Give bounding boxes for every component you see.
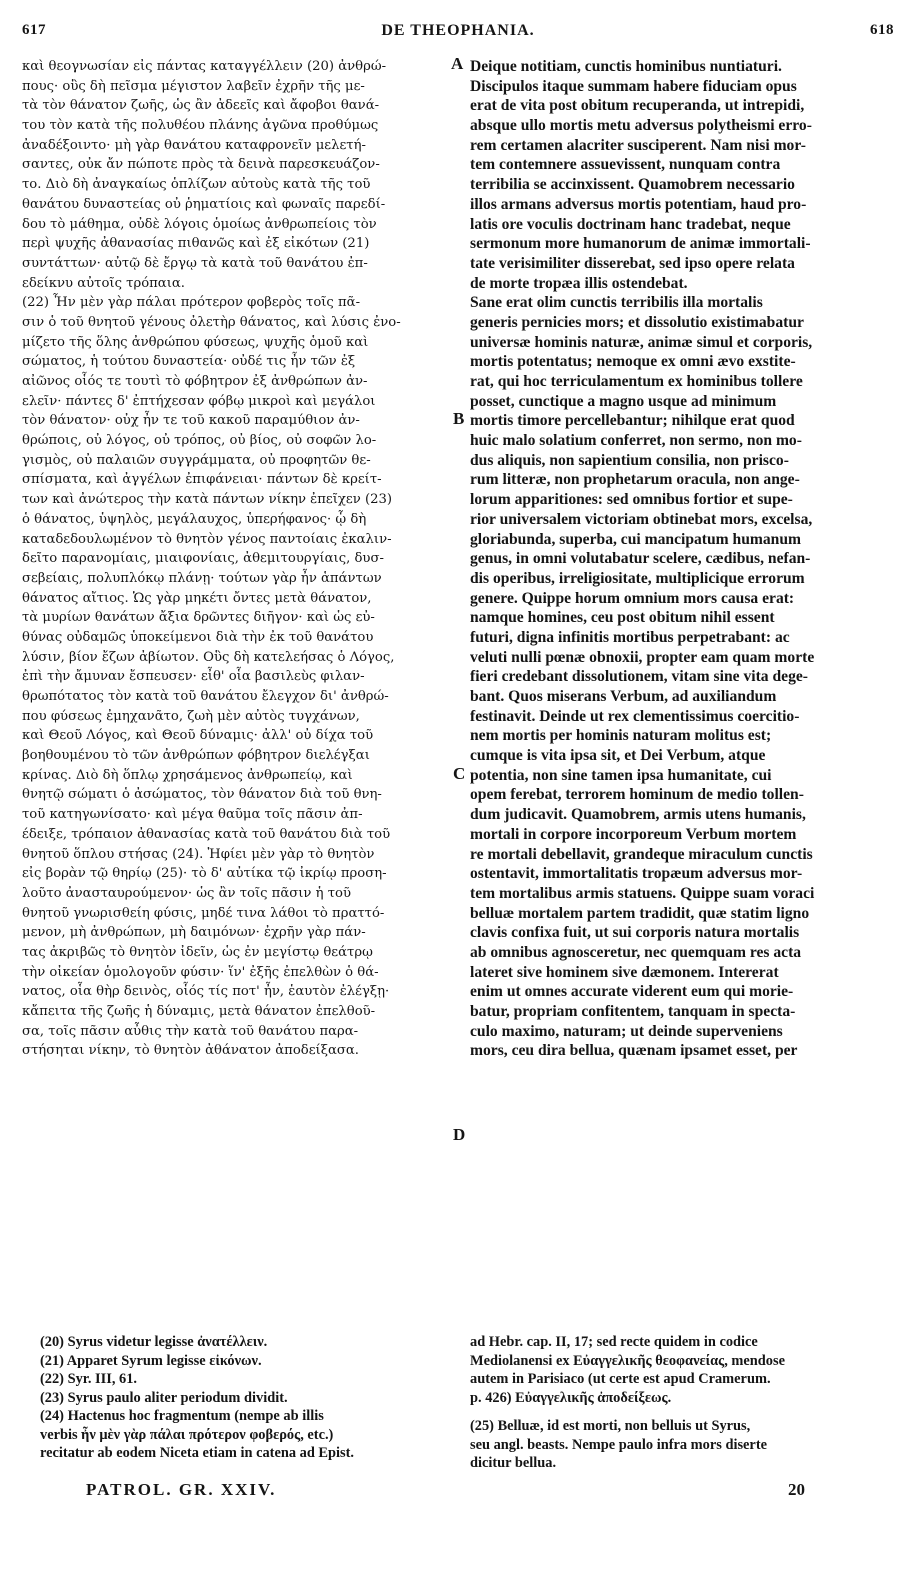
latin-text-line: tate verisimiliter disserebat, sed ipso opere relata — [470, 254, 795, 272]
latin-text-line: belluæ mortalem partem tradidit, quæ statim ligno — [470, 904, 810, 922]
greek-text-line: θνητοῦ ὅπλου στήσας (24). Ἠφίει μὲν γὰρ τὸ θνητὸν — [22, 846, 375, 862]
footnote-line: (24) Hactenus hoc fragmentum (nempe ab illis — [40, 1408, 324, 1424]
latin-text-line: tem mortalibus armis statuens. Quippe suam voraci — [470, 884, 815, 902]
latin-text-line: veluti nulli pœnæ obnoxii, propter eam quam morte — [470, 648, 815, 666]
latin-text-line: genus, in omni volutabatur scelere, cædibus, nefan- — [470, 550, 811, 568]
latin-text-line: Sane erat olim cunctis terribilis illa mortalis — [470, 294, 763, 312]
latin-text-column — [470, 57, 890, 1061]
latin-text-line: mortali in corpore incorporeum Verbum mortem — [470, 825, 797, 843]
greek-text-line: σα, τοῖς πᾶσιν αὖθις τὴν κατὰ τοῦ θανάτου παρα- — [22, 1023, 359, 1039]
greek-text-line: γισμὸς, οὐ παλαιῶν συγγράμματα, οὐ προφητῶν θε- — [22, 452, 371, 468]
latin-text-line: absque ullo mortis metu adversus polytheismi erro- — [470, 117, 812, 135]
latin-text-line: huic malo solatium conferret, non sermo, non mo- — [470, 432, 802, 450]
latin-text-line: mortis potentatus; nemoque ex omni ævo exstite- — [470, 353, 796, 371]
latin-text-line: terribilia se accinxissent. Quamobrem necessario — [470, 176, 795, 194]
latin-text-line: erat de vita post obitum recuperanda, ut intrepidi, — [470, 97, 805, 115]
greek-text-line: τας ἀκριβῶς τὸ θνητὸν ἰδεῖν, ὡς ἐν μεγίστῳ θεάτρῳ — [22, 944, 373, 960]
footnotes-left — [40, 1333, 450, 1463]
footnote-line: p. 426) Εὐαγγελικῆς ἀποδείξεως. — [470, 1389, 672, 1406]
latin-text-line: mortis timore percellebantur; nihilque erat quod — [470, 412, 795, 430]
greek-text-line: θύνας οὐδαμῶς ὑποκείμενοι διὰ τὴν ἐκ τοῦ θανάτου — [22, 629, 374, 645]
footer-signature: PATROL. GR. XXIV. — [86, 1480, 277, 1499]
greek-text-line: σπίσματα, καὶ ἀγγέλων ἐπιφάνειαι· πάντων δὲ κρείτ- — [22, 472, 382, 488]
latin-text-line: sermonum more humanorum de animæ immortali- — [470, 235, 811, 253]
footnote-line: (23) Syrus paulo aliter periodum dividit. — [40, 1389, 288, 1406]
latin-text-line: lorum apparitiones: sed omnibus fortior et supe- — [470, 491, 793, 509]
footnote-line: recitatur ab eodem Niceta etiam in catena ad Epist. — [40, 1445, 355, 1461]
greek-text-line: εἰς βορὰν τῷ θηρίῳ (25)· τὸ δ' αὐτίκα τῷ ἰκρίῳ προση- — [22, 866, 387, 882]
latin-text-line: opem ferebat, terrorem hominum de medio tollen- — [470, 786, 804, 804]
section-marker-c: C — [453, 764, 466, 783]
latin-text-line: cumque is vita ipsa sit, et Dei Verbum, atque — [470, 747, 766, 765]
greek-text-line: τὴν οἰκείαν ὁμολογοῦν φύσιν· ἵν' ἐξῆς ἐπελθὼν ὁ θά- — [22, 964, 379, 980]
greek-text-line: σεβείαις, πολυπλόκῳ πλάνῃ· τούτων γὰρ ἦν ἁπάντων — [22, 570, 382, 586]
latin-text-line: culo maximo, naturam; ut deinde superveniens — [470, 1022, 783, 1040]
greek-text-line: ἐπὶ τὴν ἄμυναν ἔσπευσεν· εἶθ' οἷα βασιλεὺς φιλαν- — [22, 669, 365, 685]
latin-text-line: lateret sive hominem sive dæmonem. Intererat — [470, 963, 779, 981]
latin-text-line: nem mortis per hominis naturam molitus est; — [470, 727, 772, 745]
greek-text-line: δου τὸ μάθημα, οὐδὲ λόγοις ὁμοίως ἀνθρωπείοις τὸν — [22, 216, 377, 232]
greek-text-line: τὰ μυρίων θανάτων ἄξια δρῶντες διῆγον· καὶ ὡς εὐ- — [22, 610, 375, 626]
latin-text-line: re mortali debellavit, grandeque miraculum cunctis — [470, 845, 813, 863]
greek-text-line: τοῦ κατηγωνίσατο· καὶ μέγα θαῦμα τοῖς πᾶσιν ἀπ- — [22, 807, 363, 823]
greek-text-line: ἀναδέξοιντο· μὴ γὰρ θανάτου καταφρονεῖν μελετή- — [22, 137, 366, 153]
latin-text-line: de morte tropæa illis ostendebat. — [470, 274, 688, 292]
latin-text-line: dis operibus, irreligiositate, multiplicique errorum — [470, 569, 805, 587]
greek-text-line: θνητοῦ γνωρισθείη φύσις, μηδέ τινα λάθοι τὸ πραττό- — [22, 905, 385, 921]
latin-text-line: bant. Quos miserans Verbum, ad auxiliandum — [470, 688, 777, 705]
footnote-line: Mediolanensi ex Εὐαγγελικῆς θεοφανείας, mendose — [470, 1352, 785, 1369]
section-marker-d: D — [453, 1125, 466, 1144]
latin-text-line: fieri credebant dissolutionem, vitam sine vita dege- — [470, 668, 808, 686]
latin-text-line: rum litteræ, non prophetarum oracula, non ange- — [470, 471, 800, 489]
footnote-line: ad Hebr. cap. II, 17; sed recte quidem in codice — [470, 1334, 758, 1350]
greek-text-line: τὰ τὸν θάνατον ζωῆς, ὡς ἂν ἀδεεῖς καὶ ἄφοβοι θανά- — [22, 98, 380, 114]
greek-text-line: κρίνας. Διὸ δὴ ὅπλῳ χρησάμενος ἀνθρωπείῳ, καὶ — [22, 767, 353, 783]
footnote-line: (21) Apparet Syrum legisse εἰκόνων. — [40, 1352, 262, 1369]
greek-text-line: καὶ Θεοῦ Λόγος, καὶ Θεοῦ δύναμις· ἀλλ' οὐ δίχα τοῦ — [22, 728, 374, 744]
latin-text-line: clavis confixa fuit, ut sui corporis natura mortalis — [470, 924, 800, 942]
footnote-line: verbis ἦν μὲν γὰρ πάλαι πρότερον φοβερός, etc.) — [40, 1426, 334, 1443]
greek-text-line: έδειξε, τρόπαιον ἀθανασίας κατὰ τοῦ θανάτου διὰ τοῦ — [22, 826, 391, 842]
greek-text-line: θρωπότατος τὸν κατὰ τοῦ θανάτου ἔλεγχον δι' ἀνθρώ- — [22, 689, 389, 704]
greek-text-line: μίζετο τῆς ὅλης ἀνθρώπου φύσεως, ψυχῆς ὁμοῦ καὶ — [22, 334, 369, 350]
latin-text-line: dum judicavit. Quamobrem, armis utens humanis, — [470, 806, 806, 824]
greek-text-line: περὶ ψυχῆς ἀθανασίας πιθανῶς καὶ ἐξ εἰκότων (21) — [22, 236, 370, 252]
footnotes-right — [470, 1333, 890, 1473]
greek-text-line: θανάτου δυναστείας οὐ ῥηματίοις καὶ φωναῖς παρεδί- — [22, 196, 386, 212]
latin-text-line: universæ hominis naturæ, animæ simul et corporis, — [470, 333, 813, 351]
latin-text-line: generis pernicies mors; et dissolutio existimabatur — [470, 313, 804, 331]
greek-text-line: νατος, οἷα θὴρ δεινὸς, οἷός τίς ποτ' ἦν, ἑαυτὸν ἐλέγξῃ· — [22, 984, 390, 1000]
left-page-number: 617 — [22, 22, 46, 38]
greek-text-line: ελεῖν· πάντες δ' ἐπτήχεσαν φόβῳ μικροὶ καὶ μεγάλοι — [22, 393, 376, 409]
right-page-number: 618 — [870, 22, 894, 38]
greek-text-column — [22, 57, 450, 1061]
footnote-gap — [470, 1407, 890, 1417]
greek-text-line: συντάττων· αὐτῷ δὲ ἔργῳ τὰ κατὰ τοῦ θανάτου ἐπ- — [22, 255, 368, 271]
greek-text-line: θρώποις, οὐ λόγος, οὐ τρόπος, οὐ βίος, οὐ σοφῶν λο- — [22, 433, 377, 449]
latin-text-line: Deique notitiam, cunctis hominibus nuntiaturi. — [470, 58, 782, 75]
greek-text-line: βοηθουμένου τὸ τῶν ἀνθρώπων φόβητρον διελέγξαι — [22, 748, 370, 764]
latin-text-line: festinavit. Deinde ut rex clementissimus coercitio- — [470, 707, 800, 725]
greek-text-line: το. Διὸ δὴ ἀναγκαίως ὁπλίζων αὐτοὺς κατὰ τῆς τοῦ — [22, 177, 371, 193]
greek-text-line: θνητῷ σώματι ὁ ἀσώματος, τὸν θάνατον διὰ τοῦ θνη- — [22, 787, 382, 803]
latin-text-line: Discipulos itaque summam habere fiduciam opus — [470, 77, 797, 95]
greek-text-line: καὶ θεογνωσίαν εἰς πάντας καταγγέλλειν (20) ἀνθρώ- — [22, 59, 387, 74]
greek-text-line: κἄπειτα τῆς ζωῆς ἡ δύναμις, μετὰ θάνατον ἐπελθοῦ- — [22, 1004, 376, 1019]
latin-text-line: genere. Quippe horum omnium mors causa erat: — [470, 589, 795, 607]
page-header — [22, 22, 894, 44]
footnote-line: dicitur bellua. — [470, 1455, 557, 1471]
greek-text-line: του τὸν κατὰ τῆς πολυθέου πλάνης ἀγῶνα προθύμως — [22, 118, 379, 134]
greek-text-line: (22) Ἦν μὲν γὰρ πάλαι πρότερον φοβερὸς τοῖς πᾶ- — [22, 295, 361, 311]
greek-text-line: καταδεδουλωμένον τὸ θνητὸν γένος παντοίαις ἐκαλιν- — [22, 531, 392, 547]
greek-text-line: ὁ θάνατος, ὑψηλὸς, μεγάλαυχος, ὑπερήφανος· ᾧ δὴ — [22, 511, 367, 527]
latin-text-line: namque homines, ceu post obitum nihil essent — [470, 609, 775, 627]
section-marker-a: A — [451, 54, 464, 73]
greek-text-line: σιν ὁ τοῦ θνητοῦ γένους ὀλετὴρ θάνατος, καὶ λύσις ἐνο- — [22, 314, 401, 330]
footnote-line: autem in Parisiaco (ut certe est apud Cramerum. — [470, 1371, 771, 1387]
latin-text-line: ostentavit, immortalitatis tropæum adversus mor- — [470, 865, 803, 883]
latin-text-line: ab omnibus agnosceretur, nec quemquam res acta — [470, 943, 802, 961]
latin-text-line: dus aliquis, non sapientium consilia, non prisco- — [470, 451, 789, 469]
greek-text-line: των καὶ ἀνώτερος τὴν κατὰ πάντων νίκην ἐπεῖχεν (23) — [22, 492, 393, 508]
latin-text-line: posset, cunctique a magno usque ad minimum — [470, 392, 777, 410]
latin-text-line: gloriabunda, superba, cui mancipatum humanum — [470, 530, 802, 548]
greek-text-line: δεῖτο παρανομίαις, μιαιφονίαις, ἀθεμιτουργίαις, δυσ- — [22, 551, 384, 567]
latin-text-line: rem certamen alacriter susciperent. Nam nisi mor- — [470, 136, 806, 154]
latin-text-line: latis ore voculis doctrinam hanc tradebat, neque — [470, 215, 791, 233]
greek-text-line: θάνατος αἴτιος. Ὡς γὰρ μηκέτι ὄντες μετὰ θάνατον, — [22, 590, 372, 606]
latin-text-line: tem contemnere assuevissent, nunquam contra — [470, 156, 781, 174]
latin-text-line: batur, propriam confitentem, tanquam in specta- — [470, 1003, 796, 1020]
greek-text-line: που φύσεως ἐμηχανᾶτο, ζωὴ μὲν αὐτὸς τυγχάνων, — [22, 708, 360, 724]
greek-text-line: πους· οὓς δὴ πεῖσμα μέγιστον λαβεῖν ἐχρῆν τῆς με- — [22, 78, 365, 94]
greek-text-line: σώματος, ἡ τούτου δυναστεία· οὐδέ τις ἦν τῶν ἐξ — [22, 354, 356, 370]
latin-text-line: potentia, non sine tamen ipsa humanitate, cui — [470, 766, 772, 784]
latin-text-line: illos armans adversus mortis potentiam, haud pro- — [470, 195, 807, 213]
greek-text-line: λοῦτο ἀνασταυρούμενον· ὡς ἂν τοῖς πᾶσιν ἡ τοῦ — [22, 885, 351, 901]
running-title: DE THEOPHANIA. — [381, 22, 535, 39]
section-marker-b: B — [453, 409, 465, 428]
footnote-line: (20) Syrus videtur legisse ἀνατέλλειν. — [40, 1334, 268, 1350]
footnote-line: (22) Syr. III, 61. — [40, 1371, 138, 1387]
greek-text-line: σαντες, οὐκ ἄν πώποτε πρὸς τὰ δεινὰ παρεσκευάζον- — [22, 157, 380, 173]
greek-text-line: στήσηται νίκην, τὸ θνητὸν ἀθάνατον ἀποδείξασα. — [22, 1043, 359, 1059]
footnote-line: seu angl. beasts. Nempe paulo infra mors diserte — [470, 1436, 767, 1453]
latin-text-line: rior universalem victoriam obtinebat mors, excelsa, — [470, 510, 813, 528]
greek-text-line: εδείκνυ αὐτοῖς τρόπαια. — [22, 275, 185, 291]
footer-sheet-number: 20 — [788, 1480, 805, 1499]
greek-text-line: μενον, μὴ ἀνθρώπων, μὴ δαιμόνων· ἐχρῆν γὰρ πάν- — [22, 925, 366, 941]
latin-text-line: rat, qui hoc terriculamentum ex hominibus tollere — [470, 373, 803, 390]
latin-text-line: futuri, digna infinitis mortibus perpetrabant: ac — [470, 628, 790, 646]
latin-text-line: mors, ceu dira bellua, quænam ipsamet esset, per — [470, 1042, 798, 1060]
latin-text-line: enim ut omnes accurate viderent eum qui morie- — [470, 983, 794, 1001]
footnote-line: (25) Belluæ, id est morti, non belluis ut Syrus, — [470, 1418, 751, 1434]
greek-text-line: αἰῶνος οἷός τε τουτὶ τὸ φόβητρον ἐξ ἀνθρώπων ἀν- — [22, 374, 368, 389]
greek-text-line: λύσιν, βίον ἔζων ἀβίωτον. Οὓς δὴ κατελεήσας ὁ Λόγος, — [22, 649, 395, 665]
greek-text-line: τὸν θάνατον· οὐχ ἦν τε τοῦ κακοῦ παραμύθιον ἀν- — [22, 413, 360, 429]
